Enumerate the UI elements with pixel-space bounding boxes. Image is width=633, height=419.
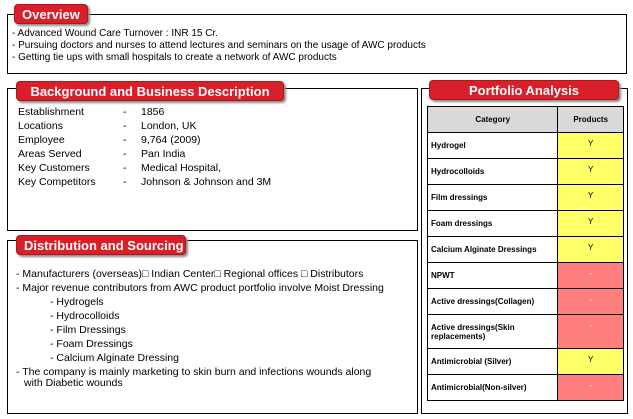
category-cell: Hydrocolloids: [428, 159, 558, 185]
bg-key: Locations: [18, 120, 63, 132]
portfolio-title: Portfolio Analysis: [429, 80, 619, 100]
portfolio-table: [427, 106, 624, 401]
dist-subline: - Hydrocolloids: [50, 310, 120, 322]
bg-key: Key Customers: [18, 162, 90, 174]
bg-dash: -: [123, 162, 127, 174]
bg-row-areas: [18, 148, 185, 161]
bg-dash: -: [123, 134, 127, 146]
product-cell: Y: [558, 349, 624, 375]
product-cell: -: [558, 375, 624, 401]
bg-value: Johnson & Johnson and 3M: [141, 176, 272, 188]
overview-line: - Getting tie ups with small hospitals to create a network of AWC products: [12, 52, 337, 63]
category-cell: Hydrogel: [428, 133, 558, 159]
table-header-row: [428, 107, 624, 133]
bg-key: Establishment: [18, 106, 84, 118]
background-panel: [7, 88, 418, 231]
overview-panel: [7, 14, 627, 74]
table-row: [428, 289, 624, 315]
bg-dash: -: [123, 120, 127, 132]
overview-title: Overview: [14, 4, 88, 24]
table-row: [428, 159, 624, 185]
product-cell: -: [558, 289, 624, 315]
bg-value: 1856: [141, 106, 165, 118]
header-products: Products: [558, 107, 624, 133]
bg-value: London, UK: [141, 120, 197, 132]
dist-subline: - Film Dressings: [50, 324, 126, 336]
dist-line: - The company is mainly marketing to skin burn and infections wounds along: [16, 366, 372, 378]
overview-line: - Advanced Wound Care Turnover : INR 15 Cr.: [12, 28, 219, 39]
header-category: Category: [428, 107, 558, 133]
distribution-title: Distribution and Sourcing: [16, 235, 186, 255]
category-cell: Antimicrobial (Silver): [428, 349, 558, 375]
bg-value: 9,764 (2009): [141, 134, 201, 146]
dist-subline: - Hydrogels: [50, 296, 104, 308]
product-cell: Y: [558, 211, 624, 237]
product-cell: Y: [558, 133, 624, 159]
table-row: [428, 349, 624, 375]
distribution-panel: [7, 240, 418, 414]
table-row: [428, 375, 624, 401]
category-cell: Active dressings(Collagen): [428, 289, 558, 315]
bg-row-locations: [18, 120, 196, 133]
bg-key: Employee: [18, 134, 65, 146]
table-row: [428, 185, 624, 211]
product-cell: -: [558, 263, 624, 289]
table-row: [428, 237, 624, 263]
bg-row-employee: [18, 134, 201, 147]
category-cell: Film dressings: [428, 185, 558, 211]
category-cell: NPWT: [428, 263, 558, 289]
category-cell: Foam dressings: [428, 211, 558, 237]
product-cell: -: [558, 315, 624, 349]
category-cell: Active dressings(Skin replacements): [428, 315, 558, 349]
table-row: [428, 315, 624, 349]
product-cell: Y: [558, 237, 624, 263]
bg-dash: -: [123, 106, 127, 118]
category-cell: Calcium Alginate Dressings: [428, 237, 558, 263]
table-row: [428, 211, 624, 237]
product-cell: Y: [558, 185, 624, 211]
product-cell: Y: [558, 159, 624, 185]
table-row: [428, 263, 624, 289]
dist-line: with Diabetic wounds: [24, 377, 123, 389]
bg-dash: -: [123, 148, 127, 160]
bg-row-customers: [18, 162, 221, 175]
background-title: Background and Business Description: [16, 81, 284, 101]
bg-value: Pan India: [141, 148, 186, 160]
dist-subline: - Foam Dressings: [50, 338, 133, 350]
dist-line: - Manufacturers (overseas)□ Indian Center□ Regional offices □ Distributors: [16, 268, 364, 280]
dist-line: - Major revenue contributors from AWC product portfolio involve Moist Dressing: [16, 282, 384, 294]
dist-subline: - Calcium Alginate Dressing: [50, 352, 179, 364]
bg-key: Areas Served: [18, 148, 82, 160]
bg-value: Medical Hospital,: [141, 162, 221, 174]
overview-line: - Pursuing doctors and nurses to attend lectures and seminars on the usage of AWC products: [12, 40, 426, 51]
bg-dash: -: [123, 176, 127, 188]
table-row: [428, 133, 624, 159]
bg-row-competitors: [18, 176, 271, 189]
bg-row-establishment: [18, 106, 164, 119]
category-cell: Antimicrobial(Non-silver): [428, 375, 558, 401]
bg-key: Key Competitors: [18, 176, 96, 188]
